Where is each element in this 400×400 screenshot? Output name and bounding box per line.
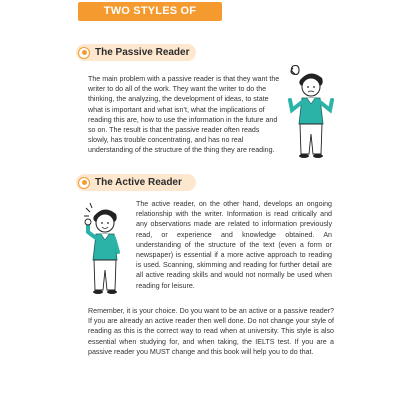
- passive-paragraph: The main problem with a passive reader is that they want the writer to do all of the work. They want the writer to do the thinking, the analyzing, the development of ideas, to state what is important and what isn’t, what the implications of reading this are, how to use the information in the future and so on. The result is that the passive reader often reads slowly, has trouble concentrating, and has no real understanding of the structure of the thing they are reading.: [88, 75, 280, 155]
- bullet-icon: [78, 47, 90, 59]
- page-title: TWO STYLES OF READING: [78, 2, 222, 21]
- active-paragraph: The active reader, on the other hand, develops an ongoing relationship with the writer. Information is read critically and any observations made are related to information previously read, or experience and knowledge obtained. An understanding of the structure of the text (even a form or newspaper) is essential if a more active approach to reading is used. Scanning, skimming and reading for further detail are all active reading skills and would not normally be used when reading for leisure.: [136, 200, 332, 290]
- closing-paragraph: Remember, it is your choice. Do you want to be an active or a passive reader? If you are already an active reader then well done. Do not change your style of reading as this is the correct way to read when at university. This style is also essential when studying for, and when taking, the IELTS test. If you are a passive reader you MUST change and this book will help you to do that.: [88, 307, 334, 356]
- section-heading-active: [76, 174, 182, 191]
- confident-man-thumbs-up-icon: [80, 200, 130, 300]
- section-title-active: The Active Reader: [95, 177, 182, 188]
- confused-man-shrugging-icon: [285, 62, 335, 162]
- section-heading-passive: [76, 44, 190, 61]
- bullet-icon: [78, 177, 90, 189]
- section-title-passive: The Passive Reader: [95, 47, 190, 58]
